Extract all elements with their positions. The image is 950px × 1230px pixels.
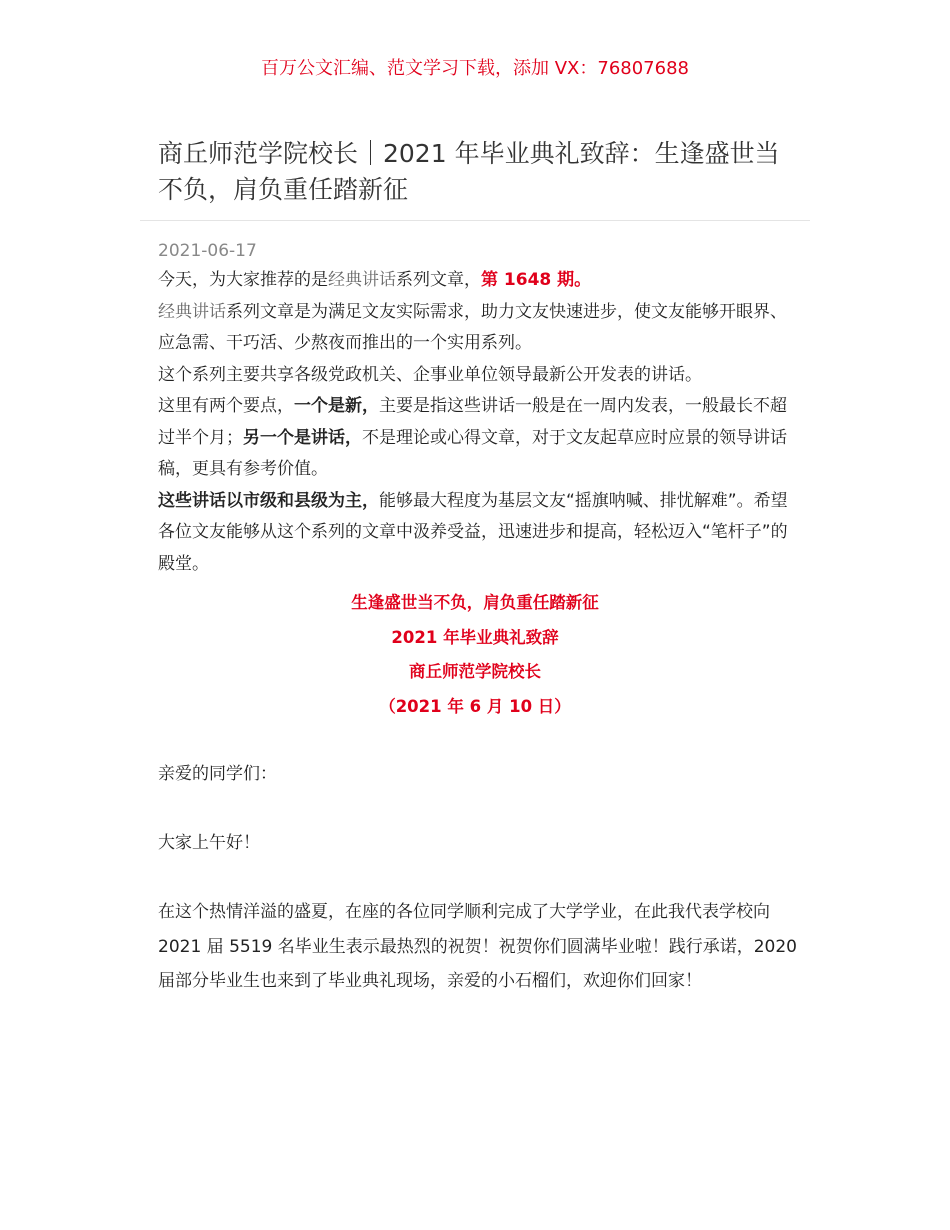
series-name: 经典讲话: [328, 270, 396, 290]
speech-paragraph: 在这个热情洋溢的盛夏，在座的各位同学顺利完成了大学学业，在此我代表学校向 2021 届 5519 名毕业生表示最热烈的祝贺！祝贺你们圆满毕业啦！践行承诺，2020 届部分毕业生也来到了毕业典礼现场，亲爱的小石榴们，欢迎你们回家！: [158, 902, 798, 991]
key-point: 一个是新，: [294, 396, 379, 416]
speech-title: 生逢盛世当不负，肩负重任踏新征: [351, 593, 599, 612]
article-title: 商丘师范学院校长｜2021 年毕业典礼致辞：生逢盛世当不负，肩负重任踏新征: [158, 139, 780, 204]
intro-paragraph-5: [158, 486, 798, 581]
intro-text: 能够最大程度为基层文友“摇旗呐喊、排忧解难”。希望各位文友能够从这个系列的文章中汲养受益，迅速进步和提高，轻松迈入“笔杆子”的殿堂。: [158, 490, 788, 574]
intro-text: 这里有两个要点，: [158, 396, 294, 416]
intro-section: [158, 265, 798, 580]
intro-text: 今天，为大家推荐的是: [158, 270, 328, 290]
salutation: 亲爱的同学们：: [158, 764, 277, 784]
key-point: 这些讲话以市级和县级为主，: [158, 490, 379, 511]
publish-date: 2021-06-17: [158, 241, 257, 261]
promo-banner: 百万公文汇编、范文学习下载，添加 VX：76807688: [261, 58, 689, 79]
series-name: 经典讲话: [158, 301, 226, 322]
title-divider: [140, 220, 810, 221]
intro-text: 主要是指这些讲话一般是在一周内发表，一般最长不超过半个月；: [158, 396, 787, 448]
issue-number: 第 1648 期。: [481, 270, 592, 290]
speech-header: [0, 586, 950, 724]
greeting: 大家上午好！: [158, 833, 260, 853]
intro-text: 不是理论或心得文章，对于文友起草应时应景的领导讲话稿，更具有参考价值。: [158, 427, 787, 479]
intro-text: 系列文章，: [396, 270, 481, 290]
key-point: 另一个是讲话，: [243, 427, 362, 448]
speaker: 商丘师范学院校长: [409, 662, 541, 681]
intro-paragraph-2: [158, 297, 798, 360]
speech-date: （2021 年 6 月 10 日）: [379, 696, 571, 716]
intro-paragraph-3: 这个系列主要共享各级党政机关、企事业单位领导最新公开发表的讲话。: [158, 364, 702, 385]
intro-paragraph-4: [158, 391, 798, 486]
speech-subtitle: 2021 年毕业典礼致辞: [391, 627, 559, 647]
intro-text: 系列文章是为满足文友实际需求，助力文友快速进步，使文友能够开眼界、应急需、干巧活、少熬夜而推出的一个实用系列。: [158, 301, 787, 353]
intro-paragraph-1: [158, 265, 798, 297]
